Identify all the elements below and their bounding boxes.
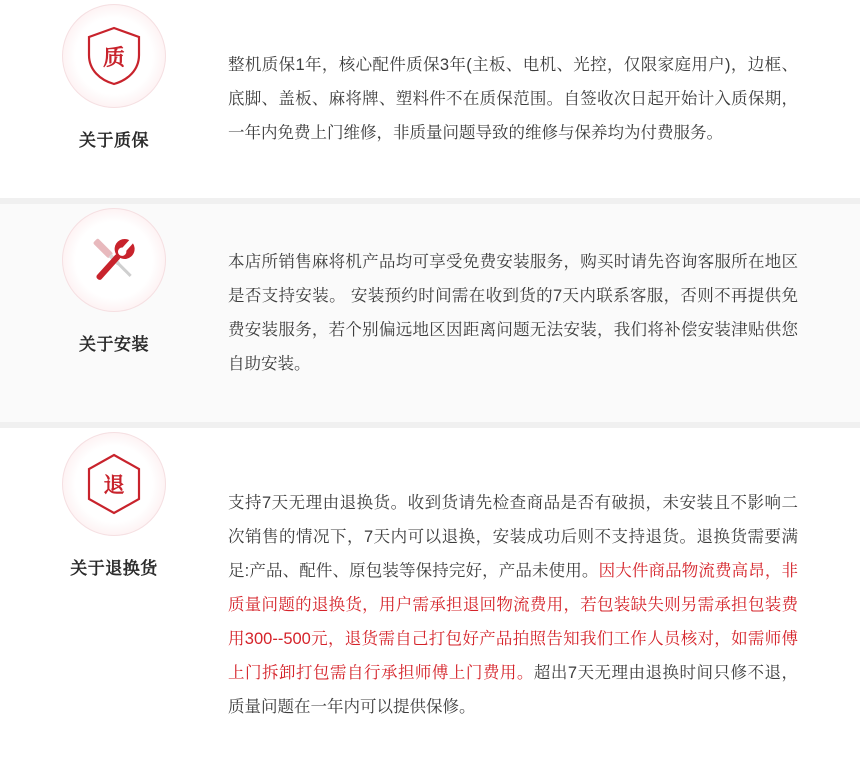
warranty-label: 关于质保 [79,131,149,150]
installation-icon-column [0,204,228,355]
warranty-text-column [228,0,860,198]
warranty-icon-column [0,0,228,151]
hexagon-icon-glyph: 退 [103,473,125,497]
hexagon-return-icon [84,452,144,516]
installation-text-column [228,204,860,422]
section-installation [0,204,860,422]
installation-label: 关于安装 [79,335,149,354]
returns-text-highlight: 因大件商品物流费高昂，非质量问题的退换货，用户需承担退回物流费用，若包装缺失则另需承担包装费用300--500元，退货需自己打包好产品拍照告知我们工作人员核对，如需师傅上门拆卸打包需自行承担师傅上门费用。 [228,562,799,682]
returns-icon-column [0,428,228,579]
returns-text-part-3: 超出7天无理由退换时间只修不退，质量问题在一年内可以提供保修。 [228,664,798,716]
returns-text-column [228,428,860,782]
warranty-text: 整机质保1年，核心配件质保3年(主板、电机、光控，仅限家庭用户)，边框、底脚、盖板、麻将牌、塑料件不在质保范围。自签收次日起开始计入质保期，一年内免费上门维修，非质量问题导致的维修与保养均为付费服务。 [228,56,798,142]
shield-quality-icon [85,25,143,87]
returns-icon-circle [62,432,166,536]
wrench-screwdriver-icon [82,229,146,291]
returns-text [228,486,798,724]
section-returns [0,428,860,782]
section-warranty [0,0,860,198]
returns-label: 关于退换货 [70,559,158,578]
installation-text: 本店所销售麻将机产品均可享受免费安装服务，购买时请先咨询客服所在地区是否支持安装。 安装预约时间需在收到货的7天内联系客服，否则不再提供免费安装服务，若个别偏远地区因距离问题无法安装，我们将补偿安装津贴供您自助安装。 [228,253,798,373]
installation-icon-circle [62,208,166,312]
warranty-icon-circle [62,4,166,108]
returns-text-part-1: 支持7天无理由退换货。收到货请先检查商品是否有破损，未安装且不影响二次销售的情况下，7天内可以退换，安装成功后则不支持退货。退换货需要满足:产品、配件、原包装等保持完好，产品未使用。 [228,494,798,580]
shield-icon-glyph: 质 [102,45,125,71]
